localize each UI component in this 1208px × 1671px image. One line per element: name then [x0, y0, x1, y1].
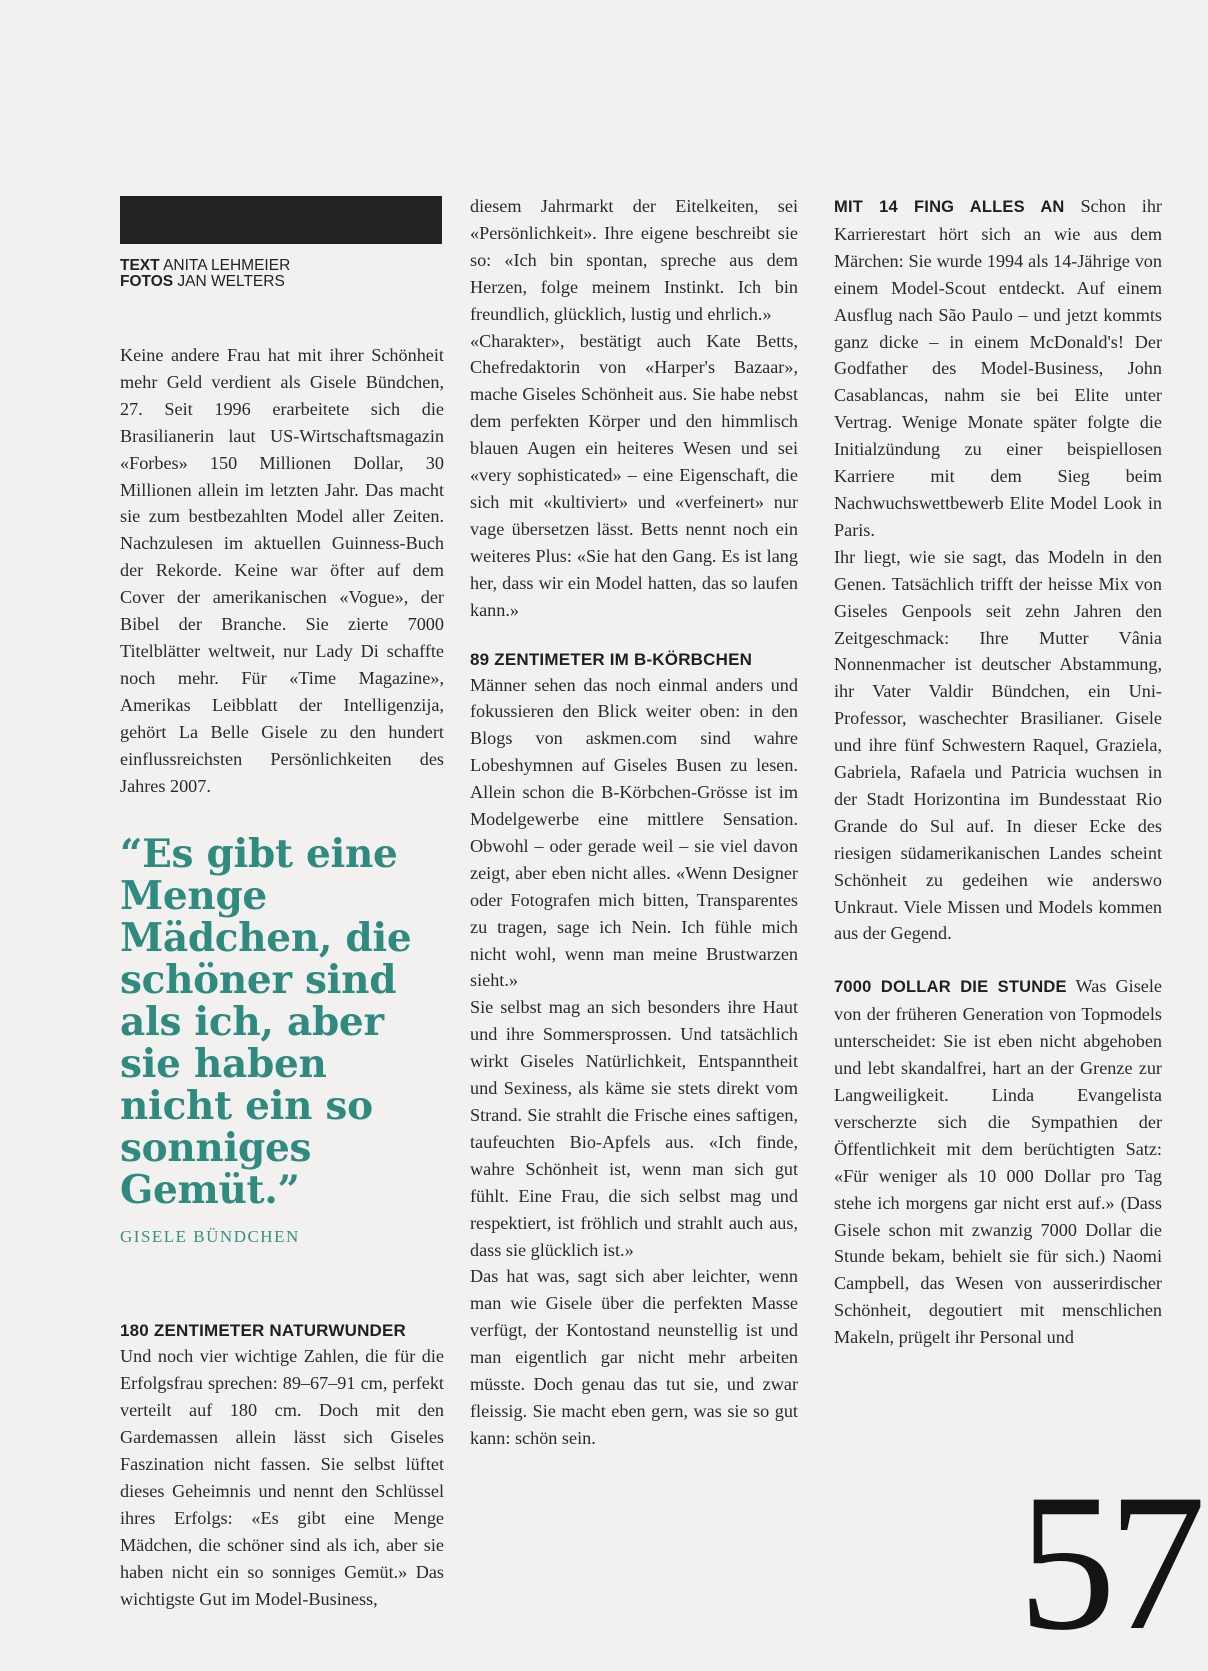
section-heading: 180 ZENTIMETER NATURWUNDER	[120, 1321, 407, 1341]
intro-text	[120, 342, 444, 799]
paragraph: Das hat was, sagt sich aber leichter, wenn man wie Gisele über die perfekten Masse verfügt, der Kontostand neunstellig ist und man eigentlich gar nicht mehr arbeiten müsste. Doch genau das tut sie, und zwar fleissig. Sie macht eben gern, was sie so gut kann: schön sein.	[470, 1266, 798, 1448]
column-2	[470, 193, 798, 1452]
page-number: 57	[1018, 1454, 1198, 1671]
intro-paragraph: Keine andere Frau hat mit ihrer Schönheit mehr Geld verdient als Gisele Bündchen, 27. Seit 1996 erarbeitete sich die Brasilianerin laut US-Wirtschaftsmagazin «Forbes» 150 Millionen Dollar, 30 Millionen allein im letzten Jahr. Das macht sie zum bestbezahlten Model aller Zeiten. Nachzulesen im aktuellen Guinness-Buch der Rekorde. Keine war öfter auf dem Cover der amerikanischen «Vogue», der Bibel der Branche. Sie zierte 7000 Titelblätter weltweit, nur Lady Di schaffte noch mehr. Für «Time Magazine», Amerikas Leibblatt der Intelligenzija, gehört La Belle Gisele zu den hundert einflussreichsten Persönlichkeiten des Jahres 2007.	[120, 345, 444, 796]
paragraph: Männer sehen das noch einmal anders und fokussieren den Blick weiter oben: in den Blogs von askmen.com sind wahre Lobeshymnen auf Giseles Busen zu lesen. Allein schon die B-Körbchen-Grösse ist im Modelgewerbe eine mittlere Sensation. Obwohl – oder gerade weil – sie viel davon zeigt, aber eben nicht alles. «Wenn Designer oder Fotografen mich bitten, Transparentes zu tragen, sage ich Nein. Ich fühle mich nicht wohl, wenn man meine Brustwarzen sieht.»	[470, 674, 798, 991]
runin-heading: 7000 DOLLAR DIE STUNDE	[834, 978, 1067, 997]
redacted-bar	[120, 196, 442, 244]
paragraph: diesem Jahrmarkt der Eitelkeiten, sei «Persönlichkeit». Ihre eigene beschreibt sie so: «Ich bin spontan, spreche aus dem Herzen, folge meinem Instinkt. Ich bin freundlich, glücklich, lustig und ehrlich.»	[470, 196, 798, 324]
credits	[120, 258, 444, 290]
column-3	[834, 193, 1162, 1351]
quote-author: GISELE BÜNDCHEN	[120, 1227, 300, 1247]
paragraph: Ihr liegt, wie sie sagt, das Modeln in den Genen. Tatsächlich trifft der heisse Mix von Giseles Genpools seit zehn Jahren den Zeitgeschmack: Ihre Mutter Vânia Nonnenmacher ist deutscher Abstammung, ihr Vater Valdir Bündchen, ein Uni-Professor, waschechter Brasilianer. Gisele und ihre fünf Schwestern Raquel, Graziela, Gabriela, Rafaela und Patricia wuchsen in der Stadt Horizontina im Bundesstaat Rio Grande do Sul auf. In dieser Ecke des riesigen südamerikanischen Landes scheint Schönheit zu gedeihen wie anderswo Unkraut. Viele Missen und Models kommen aus der Gegend.	[834, 546, 1162, 944]
paragraph: «Charakter», bestätigt auch Kate Betts, Chefredaktorin von «Harper's Bazaar», mache Giseles Schönheit aus. Sie habe nebst dem perfekten Körper und den himmlisch blauen Augen ein heiteres Wesen und sei «very sophisticated» – eine Eigenschaft, die sich mit «kultiviert» und «verfeinert» nur vage übersetzen lässt. Betts nennt noch ein weiteres Plus: «Sie hat den Gang. Es ist lang her, dass wir ein Model hatten, das so laufen kann.»	[470, 330, 798, 620]
runin-heading: MIT 14 FING ALLES AN	[834, 198, 1065, 216]
section-heading: 89 ZENTIMETER IM B-KÖRBCHEN	[470, 649, 753, 669]
text-credit: TEXT ANITA LEHMEIER	[120, 257, 291, 274]
column-1	[120, 196, 444, 1612]
pull-quote	[120, 833, 444, 1247]
quote-text: “Es gibt eine Menge Mädchen, die schöner sind als ich, aber sie haben nicht ein so sonniges Gemüt.”	[120, 831, 412, 1214]
paragraph: 7000 DOLLAR DIE STUNDE Was Gisele von der früheren Generation von Topmodels unterscheidet: Sie ist eben nicht abgehoben und lebt skandalfrei, hart an der Grenze zur Langweiligkeit. Linda Evangelista verscherzte sich die Sympathien der Öffentlichkeit mit dem berüchtigten Satz: «Für weniger als 10 000 Dollar pro Tag stehe ich morgens gar nicht erst auf.» (Dass Gisele schon mit zwanzig 7000 Dollar die Stunde bekam, behielt sie für sich.) Naomi Campbell, das Wesen von ausserirdischer Schönheit, degoutiert mit menschlichen Makeln, prügelt ihr Personal und	[834, 976, 1162, 1348]
paragraph: MIT 14 FING ALLES AN Schon ihr Karrierestart hört sich an wie aus dem Märchen: Sie wurde 1994 als 14-Jährige von einem Model-Scout entdeckt. Auf einem Ausflug nach São Paulo – und jetzt kommts ganz dicke – in einem McDonald's! Der Godfather des Model-Business, John Casablancas, nahm sie bei Elite unter Vertrag. Wenige Monate später folgte die Initialzündung zu einer beispiellosen Karriere mit dem Sieg beim Nachwuchswettbewerb Elite Model Look in Paris.	[834, 196, 1162, 540]
section-naturwunder	[120, 1321, 444, 1612]
section-b-koerbchen	[470, 650, 798, 1452]
photo-credit: FOTOS JAN WELTERS	[120, 273, 285, 290]
paragraph: Sie selbst mag an sich besonders ihre Haut und ihre Sommersprossen. Und tatsächlich wirkt Giseles Natürlichkeit, Entspanntheit und Sexiness, als käme sie stets direkt vom Strand. Sie strahlt die Frische eines saftigen, taufeuchten Bio-Apfels aus. «Ich finde, wahre Schönheit ist, wenn man sich gut fühlt. Eine Frau, die sich selbst mag und respektiert, ist fröhlich und strahlt auch aus, dass sie glücklich ist.»	[470, 997, 798, 1260]
section-paragraph: Und noch vier wichtige Zahlen, die für die Erfolgsfrau sprechen: 89–67–91 cm, perfekt verteilt auf 180 cm. Doch mit den Gardemassen allein lässt sich Giseles Faszination nicht fassen. Sie selbst lüftet dieses Geheimnis und nennt den Schlüssel ihres Erfolgs: «Es gibt eine Menge Mädchen, die schöner sind als ich, aber sie haben nicht ein so sonniges Gemüt.» Das wichtigste Gut im Model-Business,	[120, 1346, 444, 1609]
